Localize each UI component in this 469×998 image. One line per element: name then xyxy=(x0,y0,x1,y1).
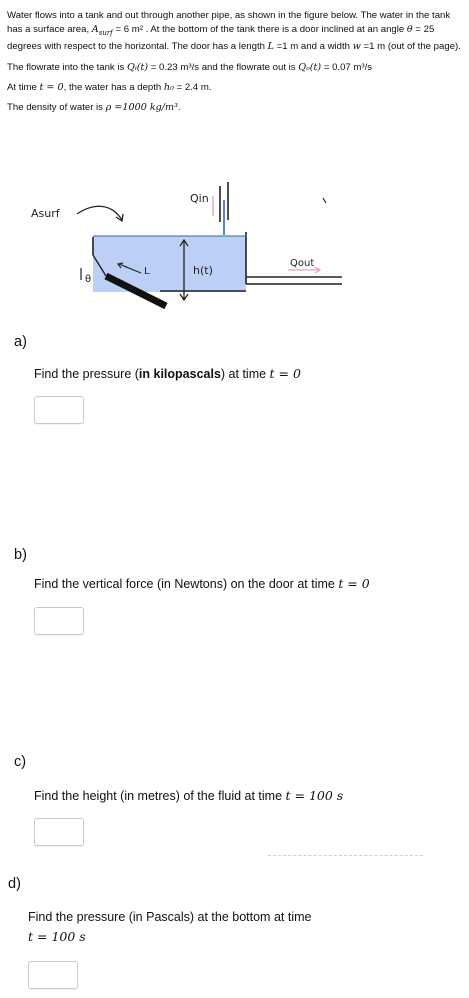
answer-input-d[interactable] xyxy=(28,961,78,989)
intro-text: =1 m and a width xyxy=(274,41,353,53)
intro-paragraph-1 xyxy=(7,9,462,55)
math-theta: θ xyxy=(406,24,413,36)
label-qout: Qout xyxy=(290,258,315,269)
intro-text: = 25 degrees with respect to the horizontal. The door has a length xyxy=(7,24,435,53)
answer-input-b[interactable] xyxy=(34,607,84,635)
intro-text: Water flows into a tank and out through another pipe, as shown in the figure below. The water in the tank has a surface area, xyxy=(7,10,451,36)
label-qin: Qin xyxy=(190,192,209,205)
label-height: h(t) xyxy=(193,264,213,277)
tick-mark xyxy=(323,198,326,203)
math-area-symbol: A xyxy=(91,24,99,36)
math-initial-depth: h₀ xyxy=(163,81,174,93)
math-length: L xyxy=(267,41,274,53)
divider xyxy=(268,855,423,856)
tank-diagram xyxy=(20,180,360,330)
intro-paragraph-2 xyxy=(7,61,462,75)
question-text: Find the pressure ( xyxy=(34,367,139,381)
intro-text: =1 m (out of the page). xyxy=(360,41,461,53)
math-time: t = 0 xyxy=(338,576,370,591)
math-time: t = 100 s xyxy=(28,929,86,944)
intro-text: At time xyxy=(7,81,40,93)
part-c-label: c) xyxy=(14,754,27,770)
intro-text: = 2.4 m. xyxy=(173,81,212,93)
part-a-label: a) xyxy=(14,334,27,350)
math-time: t = 0 xyxy=(39,81,64,93)
label-theta: θ xyxy=(85,274,92,285)
part-b-question xyxy=(34,576,370,591)
math-width: w xyxy=(352,41,361,53)
part-c-question xyxy=(34,788,343,803)
intro-text: = 0.07 m³/s xyxy=(321,61,373,73)
label-door-length: L xyxy=(144,266,150,277)
math-area-subscript: surf xyxy=(98,29,113,38)
math-time: t = 0 xyxy=(269,366,301,381)
math-time: t = 100 s xyxy=(285,788,344,803)
intro-text: The flowrate into the tank is xyxy=(7,61,127,73)
intro-text: The density of water is xyxy=(7,101,106,113)
question-text: Find the vertical force (in Newtons) on the door at time xyxy=(34,577,339,591)
math-flow-out: Qₒ(t) xyxy=(298,61,322,73)
math-density: ρ =1000 kg/m³ xyxy=(105,101,178,113)
answer-input-c[interactable] xyxy=(34,818,84,846)
question-text: Find the pressure (in Pascals) at the bottom at time xyxy=(28,910,312,924)
problem-statement xyxy=(7,9,462,121)
surface-pointer-arrow xyxy=(77,206,122,220)
intro-text: , the water has a depth xyxy=(63,81,164,93)
part-d-question xyxy=(28,908,311,947)
question-text: Find the height (in metres) of the fluid at time xyxy=(34,789,286,803)
intro-paragraph-4 xyxy=(7,101,462,115)
intro-text: = 0.23 m³/s and the flowrate out is xyxy=(148,61,299,73)
math-flow-in: Qᵢ(t) xyxy=(126,61,149,73)
intro-text: . xyxy=(177,101,181,113)
question-text: ) at time xyxy=(220,367,270,381)
question-emphasis: in kilopascals xyxy=(138,367,221,381)
part-d-label: d) xyxy=(8,876,21,892)
label-asurf: Asurf xyxy=(31,207,60,220)
answer-input-a[interactable] xyxy=(34,396,84,424)
part-a-question xyxy=(34,366,301,381)
intro-text: = 6 m² . At the bottom of the tank there is a door inclined at an angle xyxy=(112,24,407,36)
intro-paragraph-3 xyxy=(7,81,462,95)
part-b-label: b) xyxy=(14,547,27,563)
